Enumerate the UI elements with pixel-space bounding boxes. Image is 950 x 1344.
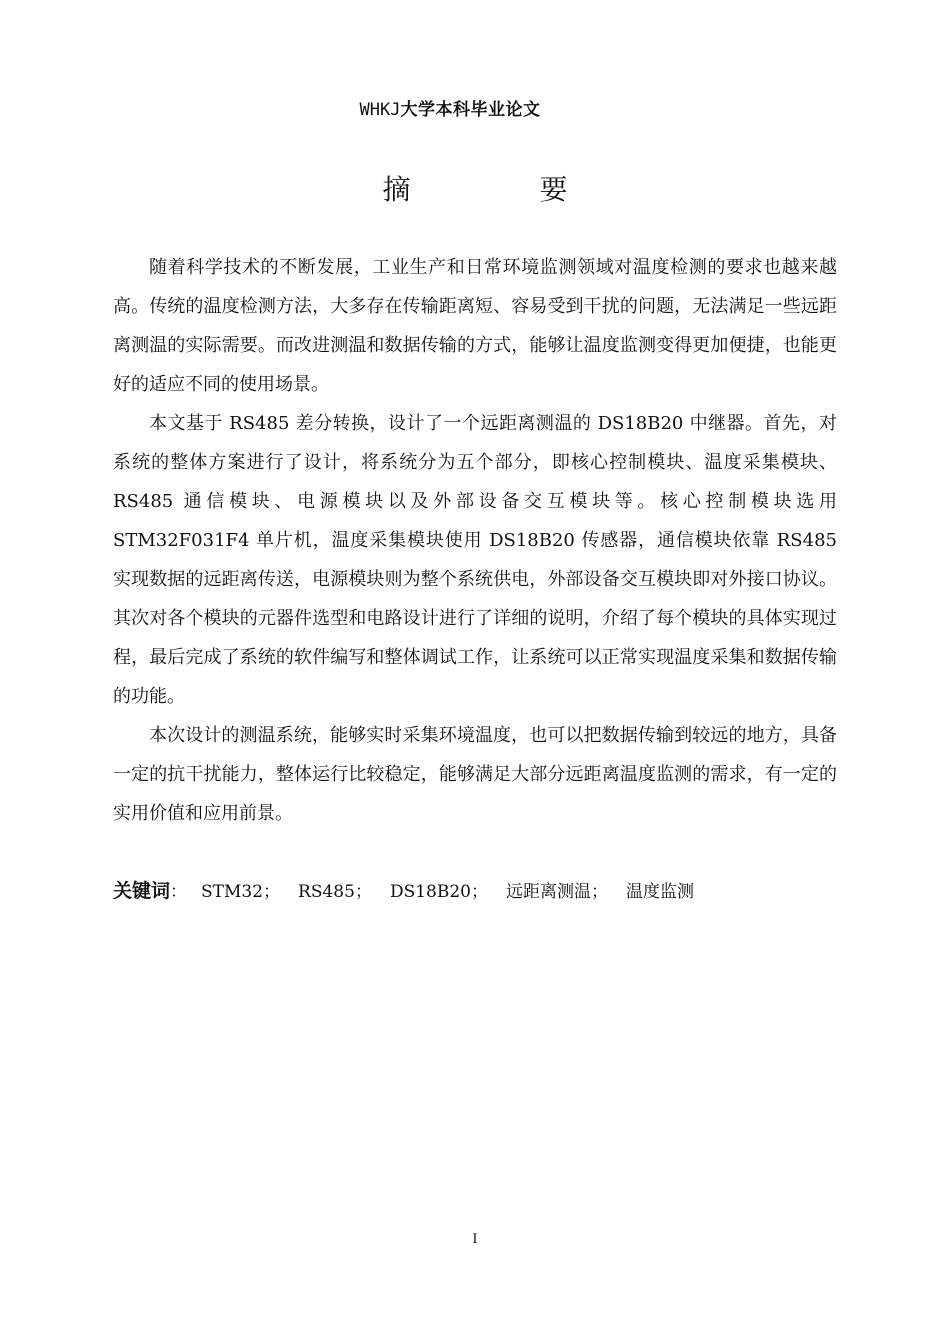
keyword-item: 温度监测: [626, 882, 694, 902]
keyword-item: DS18B20: [389, 882, 471, 902]
abstract-paragraph: 随着科学技术的不断发展，工业生产和日常环境监测领域对温度检测的要求也越来越高。传统的温度检测方法，大多存在传输距离短、容易受到干扰的问题，无法满足一些远距离测温的实际需要。而改进测温和数据传输的方式，能够让温度监测变得更加便捷，也能更好的适应不同的使用场景。: [113, 257, 837, 395]
header-latin: WHKJ: [359, 100, 401, 120]
keyword-separator: ；: [263, 882, 281, 902]
abstract-paragraph: 本次设计的测温系统，能够实时采集环境温度，也可以把数据传输到较远的地方，具备一定的抗干扰能力，整体运行比较稳定，能够满足大部分远距离温度监测的需求，有一定的实用价值和应用前景。: [113, 725, 837, 824]
keywords-colon: ：: [170, 882, 188, 902]
keyword-separator: ；: [354, 882, 372, 902]
keyword-item: RS485: [298, 882, 355, 902]
keywords-label: 关键词: [113, 880, 171, 902]
keyword-item: STM32: [201, 882, 264, 902]
header-cjk: 大学本科毕业论文: [400, 100, 541, 120]
abstract-paragraph: 本文基于 RS485 差分转换，设计了一个远距离测温的 DS18B20 中继器。首先，对系统的整体方案进行了设计，将系统分为五个部分，即核心控制模块、温度采集模块、RS485 通信模块、电源模块以及外部设备交互模块等。核心控制模块选用 STM32F031F4 单片机，温度采集模块使用 DS18B20 传感器，通信模块依靠 RS485 实现数据的远距离传送，电源模块则为整个系统供电，外部设备交互模块即对外接口协议。其次对各个模块的元器件选型和电路设计进行了详细的说明，介绍了每个模块的具体实现过程，最后完成了系统的软件编写和整体调试工作，让系统可以正常实现温度采集和数据传输的功能。: [113, 413, 837, 707]
keywords-line: [113, 875, 837, 908]
abstract-title: 摘 要: [382, 173, 628, 206]
running-header: [0, 95, 900, 120]
page-number: I: [472, 1232, 478, 1247]
keyword-separator: ；: [591, 882, 608, 902]
keyword-item: 远距离测温: [506, 882, 591, 902]
keyword-separator: ；: [471, 882, 488, 902]
abstract-body: [113, 248, 837, 833]
